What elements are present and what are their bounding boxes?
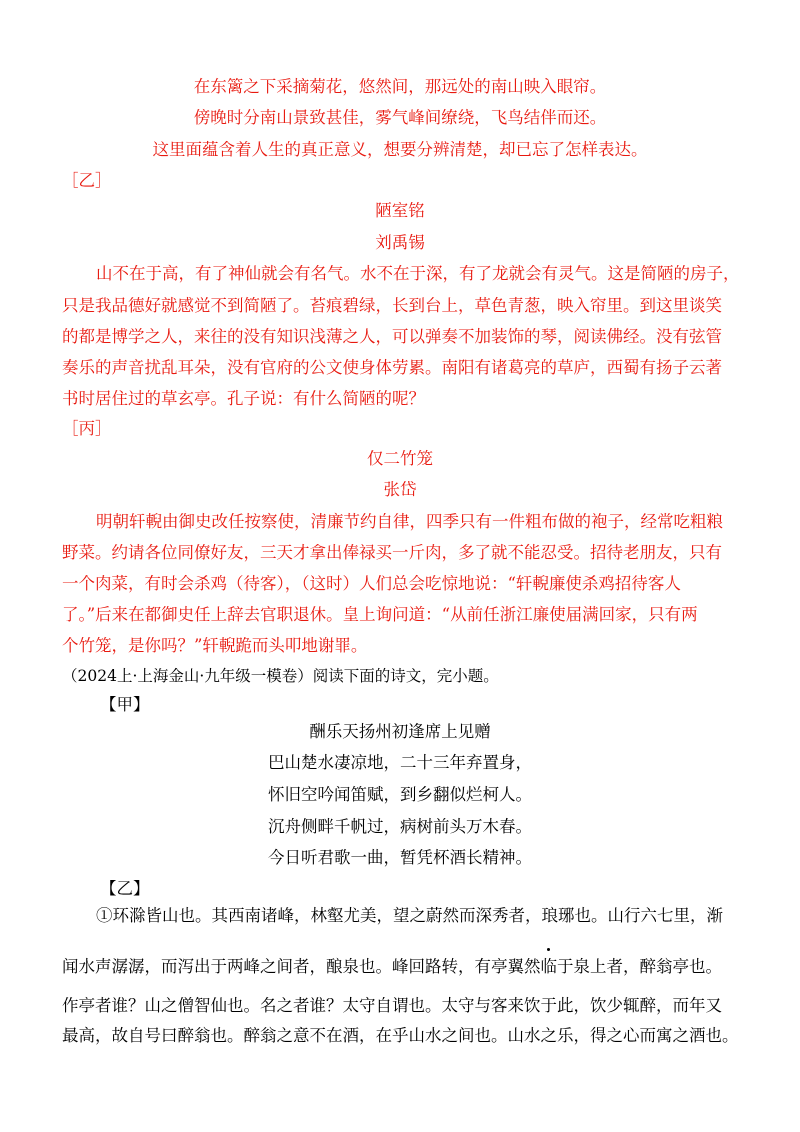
translation-bing-line-3: 一个肉菜，有时会杀鸡（待客），（这时）人们总会吃惊地说：“轩輗廉使杀鸡招待客人 [62, 574, 681, 593]
translation-yi-label: ［乙］ [62, 171, 112, 190]
prose-line-3: 作亭者谁？山之僧智仙也。名之者谁？太守自谓也。太守与客来饮于此，饮少辄醉，而年又 [62, 996, 722, 1015]
poem-line-3: 沉舟侧畔千帆过，病树前头万木春。 [268, 817, 532, 836]
poem-line-4: 今日听君歌一曲，暂凭杯酒长精神。 [268, 848, 532, 867]
prose-line-2-part-b: 于泉上者，醉翁亭也。 [557, 957, 722, 976]
prose-line-1: ①环滁皆山也。其西南诸峰，林壑尤美，望之蔚然而深秀者，琅琊也。山行六七里，渐 [96, 906, 723, 925]
translation-yi-author: 刘禹锡 [375, 233, 425, 252]
translation-yi-line-5: 书时居住过的草玄亭。孔子说：有什么简陋的呢？ [62, 389, 425, 408]
translation-bing-line-1: 明朝轩輗由御史改任按察使，清廉节约自律，四季只有一件粗布做的袍子，经常吃粗粮 [96, 512, 723, 531]
translation-bing-author: 张岱 [383, 480, 417, 499]
prose-line-2 [62, 957, 722, 977]
translation-yi-line-4: 奏乐的声音扰乱耳朵，没有官府的公文使身体劳累。南阳有诸葛亮的草庐，西蜀有扬子云著 [62, 358, 722, 377]
question-intro: （2024上·上海金山·九年级一模卷）阅读下面的诗文，完小题。 [62, 667, 499, 685]
emphasized-char: 临 [541, 957, 558, 976]
prose-line-2-part-a: 闻水声潺潺，而泻出于两峰之间者，酿泉也。峰回路转，有亭翼然 [62, 957, 541, 976]
translation-bing-label: ［丙］ [62, 419, 112, 438]
translation-bing-line-2: 野菜。约请各位同僚好友，三天才拿出俸禄买一斤肉，多了就不能忍受。招待老朋友，只有 [62, 543, 722, 562]
translation-bing-line-4: 了。”后来在都御史任上辞去官职退休。皇上询问道：“从前任浙江廉使届满回家，只有两 [62, 605, 698, 624]
poem-title: 酬乐天扬州初逢席上见赠 [309, 722, 491, 741]
poem-line-1: 巴山楚水凄凉地，二十三年弃置身， [268, 753, 532, 772]
section-yi-label: 【乙】 [100, 879, 150, 898]
poem-line-2: 怀旧空吟闻笛赋，到乡翻似烂柯人。 [268, 785, 532, 804]
translation-jia-line-2: 傍晚时分南山景致甚佳，雾气峰间缭绕，飞鸟结伴而还。 [193, 108, 607, 127]
translation-bing-title: 仅二竹笼 [367, 449, 433, 468]
translation-jia-line-3: 这里面蕴含着人生的真正意义，想要分辨清楚，却已忘了怎样表达。 [152, 140, 648, 159]
prose-line-4: 最高，故自号曰醉翁也。醉翁之意不在酒，在乎山水之间也。山水之乐，得之心而寓之酒也。 [62, 1026, 739, 1045]
translation-yi-line-2: 只是我品德好就感觉不到简陋了。苔痕碧绿，长到台上，草色青葱，映入帘里。到这里谈笑 [62, 296, 722, 315]
translation-yi-line-1: 山不在于高，有了神仙就会有名气。水不在于深，有了龙就会有灵气。这是简陋的房子， [96, 264, 740, 283]
section-jia-label: 【甲】 [100, 695, 150, 714]
translation-yi-line-3: 的都是博学之人，来往的没有知识浅薄之人，可以弹奏不加装饰的琴，阅读佛经。没有弦管 [62, 327, 722, 346]
emphasis-dot-icon [547, 948, 550, 951]
translation-bing-line-5: 个竹笼，是你吗？”轩輗跪而头叩地谢罪。 [62, 636, 368, 655]
translation-yi-title: 陋室铭 [375, 201, 425, 220]
translation-jia-line-1: 在东篱之下采摘菊花，悠然间，那远处的南山映入眼帘。 [193, 77, 607, 96]
